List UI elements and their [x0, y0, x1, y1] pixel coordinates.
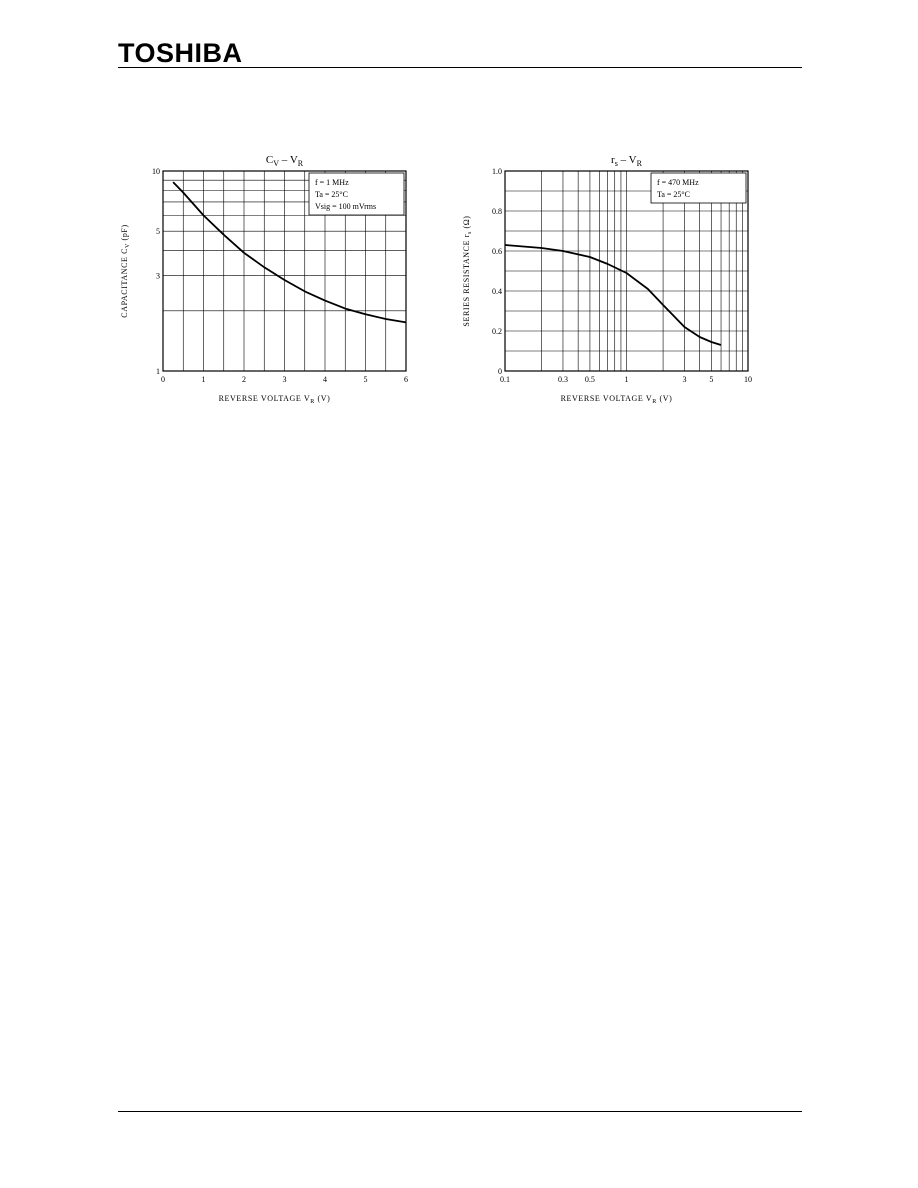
rs-y-tick-label: 0.4: [492, 287, 502, 296]
cv-y-tick-label: 1: [156, 367, 160, 376]
rs-y-tick-label: 1.0: [492, 167, 502, 176]
rs-series-line: [505, 245, 721, 345]
rs-y-tick-label: 0.2: [492, 327, 502, 336]
rs-x-tick-label: 5: [709, 375, 714, 384]
cv-x-tick-label: 4: [323, 375, 327, 384]
rs-x-tick-label: 0.5: [584, 375, 595, 384]
rs-vr-chart: [452, 145, 802, 415]
cv-x-tick-label: 1: [201, 375, 206, 384]
rs-x-tick-label: 0.3: [557, 375, 568, 384]
rs-y-tick-label: 0.8: [492, 207, 502, 216]
rs-y-tick-label: 0.6: [492, 247, 502, 256]
cv-vr-chart: [110, 145, 460, 415]
rs-x-tick-label: 3: [682, 375, 687, 384]
cv-x-axis-label: REVERSE VOLTAGE $V_R$ (V): [218, 394, 331, 405]
cv-x-tick-label: 0: [161, 375, 165, 384]
cv-condition-text: f = 1 MHz: [315, 178, 349, 187]
cv-vr-chart-svg: [110, 145, 460, 415]
rs-x-axis-label: REVERSE VOLTAGE $V_R$ (V): [560, 394, 673, 405]
rs-x-tick-label: 0.1: [500, 375, 510, 384]
header-rule: [118, 67, 802, 68]
cv-x-tick-label: 2: [242, 375, 246, 384]
rs-vr-chart-svg: [452, 145, 802, 415]
rs-condition-text: f = 470 MHz: [657, 178, 699, 187]
cv-y-axis-label: CAPACITANCE $C_V$ (pF): [120, 224, 131, 318]
rs-chart-title: $r_s - V_R$: [611, 154, 642, 168]
cv-y-tick-label: 3: [156, 271, 160, 281]
rs-x-tick-label: 10: [744, 375, 752, 384]
rs-condition-text: Ta = 25°C: [657, 190, 690, 199]
rs-y-tick-label: 0: [498, 367, 502, 376]
cv-x-tick-label: 5: [363, 375, 368, 384]
cv-chart-title: $C_V - V_R$: [265, 154, 304, 168]
cv-y-tick-label: 5: [156, 227, 160, 237]
cv-y-tick-label: 10: [152, 167, 160, 176]
toshiba-logo: TOSHIBA: [118, 38, 243, 68]
cv-condition-text: Vsig = 100 mVrms: [315, 202, 377, 211]
cv-x-tick-label: 6: [404, 375, 408, 384]
cv-condition-text: Ta = 25°C: [315, 190, 348, 199]
rs-y-axis-label: SERIES RESISTANCE $r_s$ (Ω): [462, 215, 473, 327]
rs-x-tick-label: 1: [624, 375, 629, 384]
cv-x-tick-label: 3: [282, 375, 287, 384]
footer-rule: [118, 1111, 802, 1112]
